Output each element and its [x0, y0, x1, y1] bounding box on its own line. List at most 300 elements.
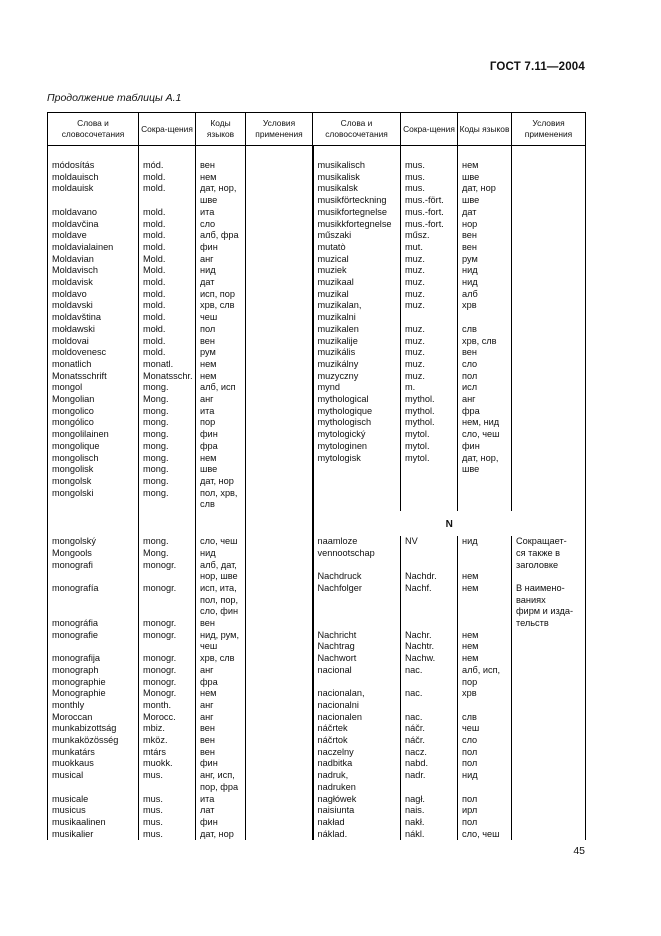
table-row [48, 312, 586, 324]
table-cell [458, 700, 512, 712]
table-cell: mtárs [139, 747, 196, 759]
table-cell [246, 712, 313, 724]
table-cell: nabd. [401, 758, 458, 770]
table-cell: нид [458, 770, 512, 782]
table-cell: monografija [48, 653, 139, 665]
table-cell: mythologisch [313, 417, 401, 429]
table-cell: Monogr. [139, 688, 196, 700]
table-row [48, 172, 586, 184]
table-cell: mold. [139, 336, 196, 348]
table-cell: mus.-fört. [401, 195, 458, 207]
table-cell: чеш [196, 312, 246, 324]
table-cell [246, 359, 313, 371]
table-cell: moldavčina [48, 219, 139, 231]
table-cell: náčr. [401, 723, 458, 735]
table-cell: анг, исп, [196, 770, 246, 782]
table-cell: m. [401, 382, 458, 394]
table-cell: nacional [313, 665, 401, 677]
table-cell [512, 488, 586, 500]
table-cell [512, 677, 586, 689]
table-cell: mong. [139, 488, 196, 500]
table-cell: хрв, слв [458, 336, 512, 348]
table-cell: алб, дат, [196, 560, 246, 572]
table-cell: mongolsk [48, 476, 139, 488]
table-cell: musikfortegnelse [313, 207, 401, 219]
table-cell [512, 336, 586, 348]
table-cell: хрв [458, 688, 512, 700]
table-cell [246, 207, 313, 219]
table-cell: пол [458, 747, 512, 759]
table-row [48, 735, 586, 747]
table-cell [512, 476, 586, 488]
table-cell: mold. [139, 207, 196, 219]
table-cell [512, 700, 586, 712]
table-cell [512, 371, 586, 383]
table-cell: mongolilainen [48, 429, 139, 441]
table-cell: нем [196, 453, 246, 465]
table-row [48, 219, 586, 231]
table-cell [246, 488, 313, 500]
table-cell [48, 782, 139, 794]
table-cell: moldauisch [48, 172, 139, 184]
table-cell: вен [196, 747, 246, 759]
table-cell: módosítás [48, 160, 139, 172]
table-cell [246, 829, 313, 841]
table-cell: пол [458, 794, 512, 806]
table-cell: Сокращает- [512, 536, 586, 548]
table-cell [246, 172, 313, 184]
table-cell [512, 641, 586, 653]
table-cell: mytol. [401, 441, 458, 453]
table-cell: слв [196, 499, 246, 511]
table-row [48, 406, 586, 418]
table-cell: алб, фра [196, 230, 246, 242]
table-cell [139, 195, 196, 207]
table-cell: пор [458, 677, 512, 689]
table-cell: Mold. [139, 254, 196, 266]
table-cell: nais. [401, 805, 458, 817]
table-cell: muzikalan, [313, 300, 401, 312]
table-cell: naczelny [313, 747, 401, 759]
table-cell: Nachtr. [401, 641, 458, 653]
table-cell [401, 499, 458, 511]
table-cell [48, 499, 139, 511]
table-cell [512, 782, 586, 794]
table-cell: сло, чеш [196, 536, 246, 548]
table-cell: nac. [401, 665, 458, 677]
table-cell [313, 560, 401, 572]
spacer-row [48, 146, 586, 161]
table-cell: musikalsk [313, 183, 401, 195]
table-cell: нем [458, 630, 512, 642]
table-cell: Mongools [48, 548, 139, 560]
table-cell [458, 476, 512, 488]
table-row [48, 499, 586, 511]
table-cell: нем [458, 160, 512, 172]
table-cell: nacionalan, [313, 688, 401, 700]
table-cell: фин [196, 429, 246, 441]
table-cell: muziek [313, 265, 401, 277]
table-row [48, 254, 586, 266]
table-cell [512, 758, 586, 770]
table-row [48, 289, 586, 301]
table-cell: monograph [48, 665, 139, 677]
table-cell: nadbitka [313, 758, 401, 770]
table-cell: mutatò [313, 242, 401, 254]
table-cell [246, 242, 313, 254]
table-cell: шве [458, 464, 512, 476]
table-cell: mold. [139, 277, 196, 289]
table-row [48, 560, 586, 572]
table-row [48, 817, 586, 829]
table-cell [48, 195, 139, 207]
table-cell [512, 805, 586, 817]
table-cell: дат, нор [458, 183, 512, 195]
table-cell: ся также в [512, 548, 586, 560]
table-cell: musikalisk [313, 172, 401, 184]
table-cell: Monatsschr. [139, 371, 196, 383]
table-cell [246, 429, 313, 441]
table-cell [512, 160, 586, 172]
table-cell [512, 653, 586, 665]
table-cell: muzikális [313, 347, 401, 359]
table-cell: анг [458, 394, 512, 406]
table-cell: Monographie [48, 688, 139, 700]
table-cell: нем [196, 359, 246, 371]
table-cell: muz. [401, 289, 458, 301]
table-cell [512, 747, 586, 759]
table-cell: Nachdruck [313, 571, 401, 583]
table-row [48, 207, 586, 219]
table-cell [458, 618, 512, 630]
table-cell [512, 359, 586, 371]
table-cell: monogr. [139, 618, 196, 630]
table-row [48, 653, 586, 665]
table-cell: műsz. [401, 230, 458, 242]
table-row [48, 677, 586, 689]
table-cell: рум [196, 347, 246, 359]
table-row [48, 700, 586, 712]
table-cell: нем [458, 653, 512, 665]
table-cell: исп, ита, [196, 583, 246, 595]
table-cell: nákl. [401, 829, 458, 841]
table-cell [401, 618, 458, 630]
table-cell: náčrtek [313, 723, 401, 735]
table-cell [512, 453, 586, 465]
table-cell: пор, фра [196, 782, 246, 794]
table-cell: nacionalni [313, 700, 401, 712]
table-cell [246, 347, 313, 359]
table-cell [512, 794, 586, 806]
table-cell: mong. [139, 453, 196, 465]
table-cell [313, 677, 401, 689]
table-cell: moldave [48, 230, 139, 242]
table-cell [246, 160, 313, 172]
table-cell: muz. [401, 359, 458, 371]
table-cell: mong. [139, 406, 196, 418]
table-cell: musikaalinen [48, 817, 139, 829]
table-cell: mbiz. [139, 723, 196, 735]
table-cell [512, 277, 586, 289]
table-cell [512, 394, 586, 406]
table-cell: хрв, слв [196, 653, 246, 665]
table-cell [512, 735, 586, 747]
table-cell: muzikalije [313, 336, 401, 348]
table-cell: дат, нор, [196, 183, 246, 195]
col-header-abbr-left: Сокра-щения [139, 113, 196, 146]
table-row [48, 453, 586, 465]
standard-header: ГОСТ 7.11—2004 [489, 61, 585, 73]
table-cell: musical [48, 770, 139, 782]
table-cell: ирл [458, 805, 512, 817]
table-cell [401, 595, 458, 607]
table-cell [313, 606, 401, 618]
table-cell [246, 606, 313, 618]
table-cell: mytologisk [313, 453, 401, 465]
table-cell [139, 641, 196, 653]
section-row [48, 511, 586, 536]
table-cell: Moroccan [48, 712, 139, 724]
table-cell: month. [139, 700, 196, 712]
table-cell: исл [458, 382, 512, 394]
table-cell [246, 641, 313, 653]
table-cell: muz. [401, 277, 458, 289]
table-cell [512, 429, 586, 441]
table-cell: нид, рум, [196, 630, 246, 642]
table-cell: алб [458, 289, 512, 301]
table-cell [246, 417, 313, 429]
table-row [48, 712, 586, 724]
table-cell: mong. [139, 429, 196, 441]
table-cell: mytol. [401, 429, 458, 441]
col-header-words-left: Слова и словосочетания [48, 113, 139, 146]
table-cell [246, 382, 313, 394]
table-cell [401, 782, 458, 794]
table-cell: нид [458, 265, 512, 277]
table-cell [401, 606, 458, 618]
table-cell: нем [196, 371, 246, 383]
table-cell [512, 172, 586, 184]
table-cell: анг [196, 700, 246, 712]
table-row [48, 429, 586, 441]
table-cell: Nachricht [313, 630, 401, 642]
table-cell: muz. [401, 265, 458, 277]
table-cell: nac. [401, 688, 458, 700]
table-cell: Nachwort [313, 653, 401, 665]
table-row [48, 606, 586, 618]
table-cell: musicale [48, 794, 139, 806]
table-cell: monthly [48, 700, 139, 712]
table-cell: лат [196, 805, 246, 817]
table-cell: musikförteckning [313, 195, 401, 207]
table-cell [458, 548, 512, 560]
table-cell [246, 476, 313, 488]
table-cell [246, 277, 313, 289]
table-cell: Nachfolger [313, 583, 401, 595]
table-row [48, 536, 586, 548]
table-cell: muz. [401, 347, 458, 359]
table-cell: шве [196, 195, 246, 207]
table-row [48, 359, 586, 371]
table-row [48, 336, 586, 348]
table-cell: muz. [401, 300, 458, 312]
table-body [48, 146, 586, 841]
table-cell: Mongolian [48, 394, 139, 406]
table-cell: ита [196, 406, 246, 418]
table-cell: вен [196, 160, 246, 172]
table-cell: munkaközösség [48, 735, 139, 747]
table-cell [246, 653, 313, 665]
table-cell [512, 499, 586, 511]
table-cell [246, 536, 313, 548]
table-cell: nagłówek [313, 794, 401, 806]
table-row [48, 548, 586, 560]
table-cell [313, 476, 401, 488]
table-cell: moldavano [48, 207, 139, 219]
table-cell: нем [196, 688, 246, 700]
table-cell: mythol. [401, 417, 458, 429]
table-cell: Moldavian [48, 254, 139, 266]
table-cell: Nachf. [401, 583, 458, 595]
table-cell: mong. [139, 382, 196, 394]
table-cell: фин [196, 242, 246, 254]
table-cell [512, 382, 586, 394]
table-cell: пол [458, 817, 512, 829]
table-cell: нем [458, 641, 512, 653]
table-caption: Продолжение таблицы А.1 [47, 92, 182, 104]
table-cell [401, 312, 458, 324]
table-cell: muokk. [139, 758, 196, 770]
table-cell [401, 700, 458, 712]
table-cell: фра [458, 406, 512, 418]
table-cell: алб, исп [196, 382, 246, 394]
table-cell: нор, шве [196, 571, 246, 583]
table-cell: naisiunta [313, 805, 401, 817]
table-cell: mköz. [139, 735, 196, 747]
table-cell [246, 183, 313, 195]
table-cell: mold. [139, 289, 196, 301]
table-cell: mus.-fort. [401, 207, 458, 219]
table-cell: Monatsschrift [48, 371, 139, 383]
table-cell: mus. [401, 160, 458, 172]
table-cell: musikkfortegnelse [313, 219, 401, 231]
table-cell [48, 606, 139, 618]
table-row [48, 371, 586, 383]
table-cell: mong. [139, 536, 196, 548]
table-cell: фра [196, 677, 246, 689]
table-cell: дат, нор [196, 829, 246, 841]
table-cell: nadruken [313, 782, 401, 794]
table-row [48, 688, 586, 700]
table-cell [458, 606, 512, 618]
table-cell: mythological [313, 394, 401, 406]
table-row [48, 747, 586, 759]
table-cell: muzyczny [313, 371, 401, 383]
table-cell [246, 688, 313, 700]
table-cell: нид [196, 548, 246, 560]
table-cell [246, 630, 313, 642]
table-cell: moldavisk [48, 277, 139, 289]
table-cell [401, 488, 458, 500]
table-cell: muzikálny [313, 359, 401, 371]
table-row [48, 488, 586, 500]
table-cell: monográfia [48, 618, 139, 630]
table-cell: mus. [139, 770, 196, 782]
table-cell: Nachdr. [401, 571, 458, 583]
table-cell [512, 195, 586, 207]
table-cell: nakł. [401, 817, 458, 829]
table-cell [246, 548, 313, 560]
table-cell [313, 488, 401, 500]
table-cell: nac. [401, 712, 458, 724]
table-row [48, 277, 586, 289]
table-cell [139, 782, 196, 794]
table-cell [246, 700, 313, 712]
table-cell: хрв, слв [196, 300, 246, 312]
table-cell: nadruk, [313, 770, 401, 782]
table-cell: mus. [139, 805, 196, 817]
table-cell: mongol [48, 382, 139, 394]
table-cell: mongolique [48, 441, 139, 453]
table-cell: Nachr. [401, 630, 458, 642]
table-cell [512, 406, 586, 418]
table-cell: пол [196, 324, 246, 336]
table-cell [246, 324, 313, 336]
table-cell: nacionalen [313, 712, 401, 724]
table-cell: Mong. [139, 548, 196, 560]
table-cell: musikalisch [313, 160, 401, 172]
table-cell: mold. [139, 242, 196, 254]
table-cell [48, 571, 139, 583]
table-cell [246, 583, 313, 595]
table-cell [512, 571, 586, 583]
table-cell: mythologique [313, 406, 401, 418]
table-cell: Nachtrag [313, 641, 401, 653]
table-cell: muz. [401, 371, 458, 383]
table-cell: műszaki [313, 230, 401, 242]
table-cell [246, 618, 313, 630]
table-cell: хрв [458, 300, 512, 312]
table-cell: nadr. [401, 770, 458, 782]
table-cell [512, 312, 586, 324]
table-cell: сло, чеш [458, 829, 512, 841]
table-cell [313, 499, 401, 511]
table-cell [246, 499, 313, 511]
table-cell: náklad. [313, 829, 401, 841]
table-cell: monogr. [139, 630, 196, 642]
table-row [48, 464, 586, 476]
table-cell: Mold. [139, 265, 196, 277]
table-cell: nacz. [401, 747, 458, 759]
table-cell: monogr. [139, 677, 196, 689]
table-row [48, 770, 586, 782]
table-cell: monografi [48, 560, 139, 572]
table-cell: В наимено- [512, 583, 586, 595]
table-cell: шве [196, 464, 246, 476]
table-cell [246, 195, 313, 207]
table-cell [512, 441, 586, 453]
table-row [48, 347, 586, 359]
table-cell: чеш [458, 723, 512, 735]
table-cell [458, 595, 512, 607]
table-cell: mus. [139, 794, 196, 806]
table-cell: рум [458, 254, 512, 266]
table-cell: сло [458, 735, 512, 747]
table-cell: заголовке [512, 560, 586, 572]
table-cell: mold. [139, 183, 196, 195]
table-cell: сло [196, 219, 246, 231]
table-cell: слв [458, 712, 512, 724]
